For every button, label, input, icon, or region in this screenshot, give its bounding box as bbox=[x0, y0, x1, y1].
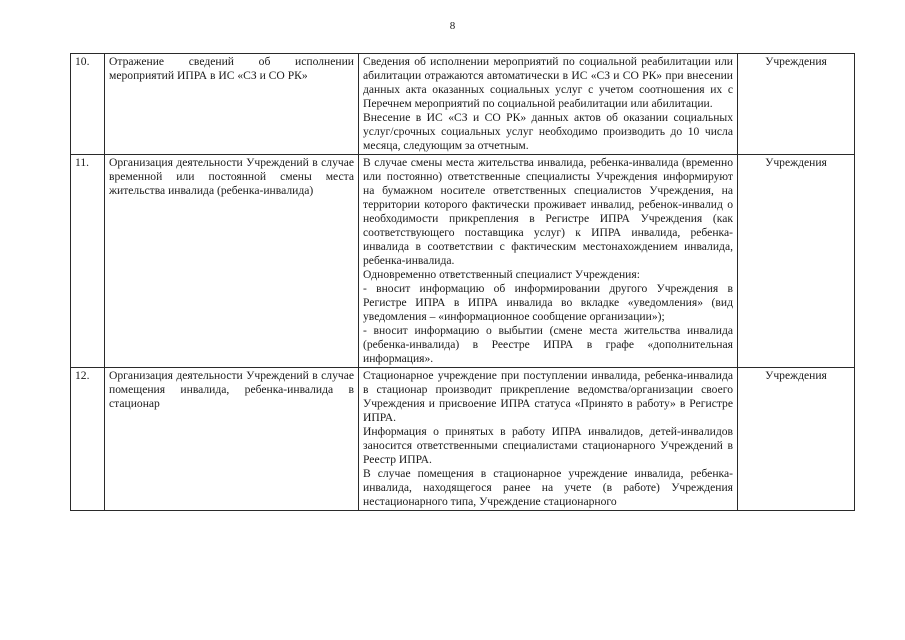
table-row bbox=[71, 368, 855, 511]
row-description bbox=[359, 54, 738, 155]
row-description bbox=[359, 368, 738, 511]
measures-table bbox=[70, 53, 855, 511]
row-description bbox=[359, 155, 738, 368]
description-paragraph: Одновременно ответственный специалист Учреждения: bbox=[363, 268, 640, 281]
description-paragraph: Сведения об исполнении мероприятий по социальной реабилитации или абилитации отражаются автоматически в ИС «СЗ и СО РК» при внесении данных акта оказанных социальных услуг с учетом соотношения их с Перечнем мероприятий по социальной реабилитации или абилитации. bbox=[363, 55, 733, 110]
description-paragraph: Внесение в ИС «СЗ и СО РК» данных актов об оказании социальных услуг/срочных социальных услуг необходимо производить до 10 числа месяца, следующим за отчетным. bbox=[363, 111, 733, 152]
description-paragraph: - вносит информацию о выбытии (смене места жительства инвалида (ребенка-инвалида) в Реестре ИПРА в графе «дополнительная информация». bbox=[363, 324, 733, 365]
row-number: 11. bbox=[71, 155, 105, 368]
row-responsible: Учреждения bbox=[738, 155, 855, 368]
description-paragraph: В случае помещения в стационарное учреждение инвалида, ребенка- инвалида, находящегося ранее на учете (в работе) Учреждения нестационарного типа, Учреждение стационарного bbox=[363, 467, 733, 508]
page-number: 8 bbox=[449, 20, 456, 32]
description-paragraph: В случае смены места жительства инвалида, ребенка-инвалида (временно или постоянно) ответственные специалисты Учреждения информируют на бумажном носителе ответственных специалистов Учреждения, на территории которого фактически проживает инвалид, ребенок-инвалид о необходимости прикрепления в Регистре ИПРА Учреждения (как соответствующего поставщика услуг) к ИПРА инвалида, ребенка-инвалида в соответствии с фактическим местонахождением инвалида, ребенка-инвалида. bbox=[363, 156, 733, 267]
row-number: 10. bbox=[71, 54, 105, 155]
row-title: Отражение сведений об исполнении мероприятий ИПРА в ИС «СЗ и СО РК» bbox=[105, 54, 359, 155]
description-paragraph: Стационарное учреждение при поступлении инвалида, ребенка-инвалида в стационар производит прикрепление ведомства/организации своего Учреждения и присвоение ИПРА статуса «Принято в работу» в Регистре ИПРА. bbox=[363, 369, 733, 424]
table-row bbox=[71, 54, 855, 155]
table-row bbox=[71, 155, 855, 368]
description-paragraph: - вносит информацию об информировании другого Учреждения в Регистре ИПРА в ИПРА инвалида во вкладке «уведомления» (вид уведомления – «информационное сообщение организации»); bbox=[363, 282, 733, 323]
row-title: Организация деятельности Учреждений в случае помещения инвалида, ребенка-инвалида в стационар bbox=[105, 368, 359, 511]
row-responsible: Учреждения bbox=[738, 368, 855, 511]
description-paragraph: Информация о принятых в работу ИПРА инвалидов, детей-инвалидов заносится ответственными специалистами стационарного Учреждений в Реестр ИПРА. bbox=[363, 425, 733, 466]
row-responsible: Учреждения bbox=[738, 54, 855, 155]
row-title: Организация деятельности Учреждений в случае временной или постоянной смены места жительства инвалида (ребенка-инвалида) bbox=[105, 155, 359, 368]
row-number: 12. bbox=[71, 368, 105, 511]
